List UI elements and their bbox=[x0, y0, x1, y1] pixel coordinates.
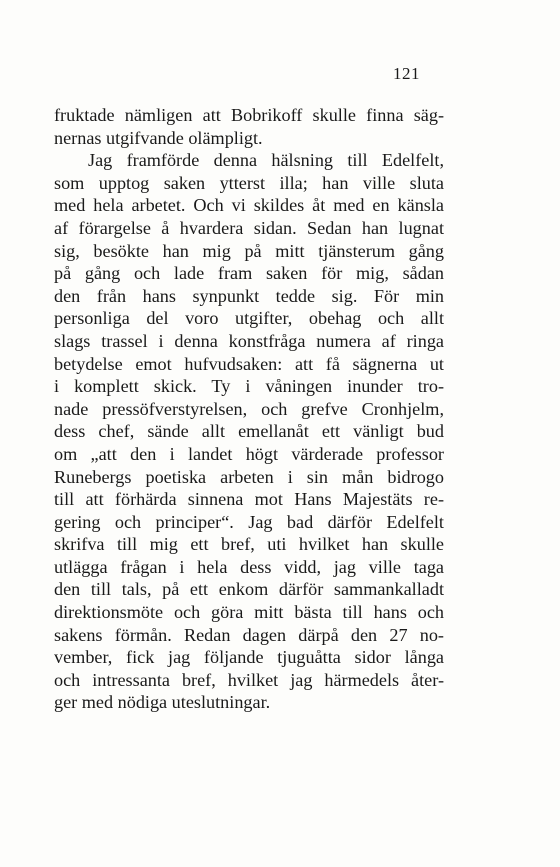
text-line: dess chef, sände allt emellanåt ett vänligt bud bbox=[54, 421, 444, 442]
text-line: nade pressöfverstyrelsen, och grefve Cronhjelm, bbox=[54, 398, 444, 419]
text-line: sig, besökte han mig på mitt tjänsterum gång bbox=[54, 240, 444, 261]
text-line: gering och principer“. Jag bad därför Edelfelt bbox=[54, 511, 444, 532]
text-line: af förargelse å hvardera sidan. Sedan han lugnat bbox=[54, 217, 444, 238]
text-line: till att förhärda sinnena mot Hans Majestäts re- bbox=[54, 489, 444, 510]
text-line: den från hans synpunkt tedde sig. För min bbox=[54, 285, 444, 306]
text-line: slags trassel i denna konstfråga numera af ringa bbox=[54, 330, 444, 351]
text-line: som upptog saken ytterst illa; han ville sluta bbox=[54, 172, 444, 193]
text-line: Runebergs poetiska arbeten i sin mån bidrogo bbox=[54, 466, 444, 487]
text-line: på gång och lade fram saken för mig, sådan bbox=[54, 263, 444, 284]
text-line: och intressanta bref, hvilket jag härmedels åter- bbox=[54, 669, 444, 690]
text-line: sakens förmån. Redan dagen därpå den 27 no- bbox=[54, 624, 444, 645]
text-line: personliga del voro utgifter, obehag och allt bbox=[54, 308, 444, 329]
text-line: i komplett skick. Ty i våningen inunder tro- bbox=[54, 376, 444, 397]
text-line: ger med nödiga uteslutningar. bbox=[54, 692, 271, 713]
text-line: skrifva till mig ett bref, uti hvilket han skulle bbox=[54, 534, 444, 555]
text-line: Jag framförde denna hälsning till Edelfelt, bbox=[88, 150, 444, 171]
page-number: 121 bbox=[393, 64, 420, 83]
text-line: om „att den i landet högt värderade professor bbox=[54, 443, 444, 464]
text-line: med hela arbetet. Och vi skildes åt med en känsla bbox=[54, 195, 444, 216]
text-line: utlägga frågan i hela dess vidd, jag ville taga bbox=[54, 556, 444, 577]
text-line: den till tals, på ett enkom därför sammankalladt bbox=[54, 579, 444, 600]
text-line: betydelse emot hufvudsaken: att få sägnerna ut bbox=[54, 353, 444, 374]
text-line: direktionsmöte och göra mitt bästa till hans och bbox=[54, 602, 444, 623]
body-text bbox=[54, 104, 444, 714]
text-line: fruktade nämligen att Bobrikoff skulle finna säg- bbox=[54, 105, 444, 125]
text-line: vember, fick jag följande tjuguåtta sidor långa bbox=[54, 647, 444, 668]
text-line: nernas utgifvande olämpligt. bbox=[54, 127, 263, 148]
